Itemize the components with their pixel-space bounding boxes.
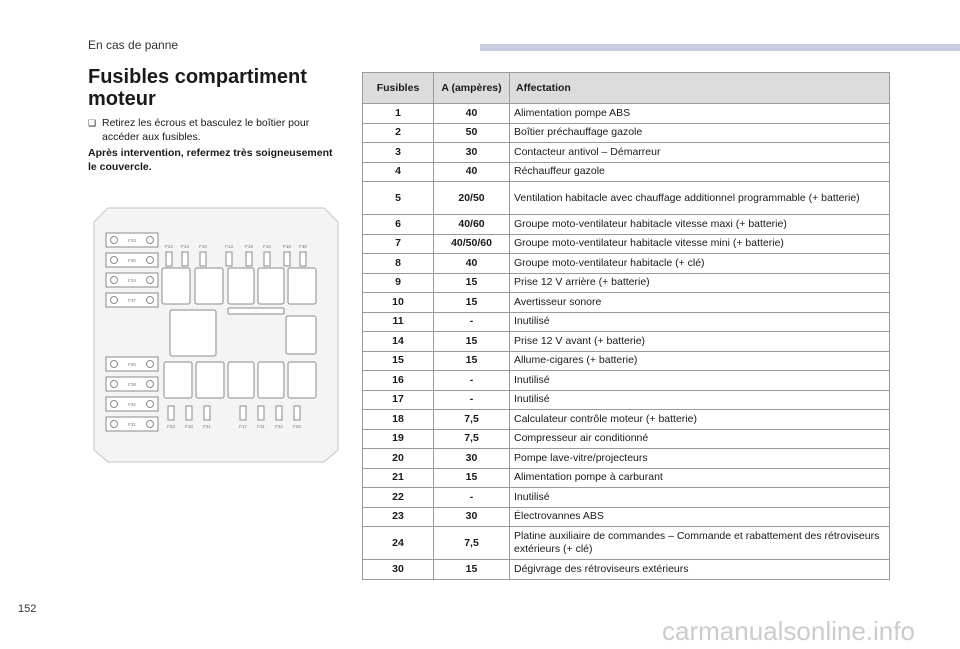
table-row [363,371,890,391]
fuse-label: F36 [128,258,136,263]
table-row [363,507,890,527]
table-row [363,293,890,313]
fuse-number-cell: 20 [363,449,434,469]
maxi-fuse [106,397,158,411]
fuse-number-cell: 5 [363,182,434,215]
table-row [363,449,890,469]
amperage-cell: 50 [434,123,510,143]
fuse-label: F21 [203,424,211,429]
maxi-fuse [106,357,158,371]
relay-block [170,310,216,356]
assignment-cell: Allume-cigares (+ batterie) [510,351,890,371]
relay-block [258,362,284,398]
table-body [363,104,890,580]
amperage-cell: 40/60 [434,215,510,235]
table-row [363,215,890,235]
fuse-number-cell: 11 [363,312,434,332]
relay-block [162,268,190,304]
table-row [363,390,890,410]
mini-fuse [186,406,192,420]
assignment-cell: Calculateur contrôle moteur (+ batterie) [510,410,890,430]
assignment-cell: Compresseur air conditionné [510,429,890,449]
mini-fuse [166,252,172,266]
assignment-cell: Dégivrage des rétroviseurs extérieurs [510,560,890,580]
fuse-number-cell: 4 [363,162,434,182]
amperage-cell: - [434,390,510,410]
fuse-label: F31 [128,422,136,427]
square-bullet-icon: ❏ [88,118,97,128]
relay-block [288,268,316,304]
fuse-number-cell: 23 [363,507,434,527]
fuse-label: F17 [239,424,247,429]
assignment-cell: Groupe moto-ventilateur habitacle (+ clé) [510,254,890,274]
assignment-cell: Boîtier préchauffage gazole [510,123,890,143]
fuse-label: F23 [167,424,175,429]
mini-fuse [204,406,210,420]
fuse-label: F20 [293,424,301,429]
table-row [363,123,890,143]
amperage-cell: 15 [434,560,510,580]
assignment-cell: Alimentation pompe ABS [510,104,890,124]
table-row [363,254,890,274]
watermark: carmanualsonline.info [662,616,915,646]
fuse-number-cell: 16 [363,371,434,391]
instruction-step-text: Retirez les écrous et basculez le boîtier pour accéder aux fusibles. [102,117,310,143]
bus-bar [228,308,284,314]
relay-block [196,362,224,398]
instruction-note: Après intervention, refermez très soigneusement le couvercle. [88,147,333,173]
instruction-step [88,116,338,144]
mini-fuse [246,252,252,266]
mini-fuse [276,406,282,420]
mini-fuse [168,406,174,420]
assignment-cell: Groupe moto-ventilateur habitacle vitesse maxi (+ batterie) [510,215,890,235]
amperage-cell: 20/50 [434,182,510,215]
assignment-cell: Électrovannes ABS [510,507,890,527]
mini-fuse [258,406,264,420]
fuse-number-cell: 6 [363,215,434,235]
amperage-cell: 15 [434,332,510,352]
amperage-cell: 30 [434,449,510,469]
fuse-label: F24 [165,244,173,249]
fuse-number-cell: 10 [363,293,434,313]
fuse-label: F11 [257,424,265,429]
assignment-cell: Inutilisé [510,371,890,391]
relay-block [195,268,223,304]
table-row [363,560,890,580]
amperage-cell: 15 [434,351,510,371]
fuse-number-cell: 19 [363,429,434,449]
fuse-label: F14 [181,244,189,249]
fuse-label: F19 [245,244,253,249]
fuse-label: F32 [128,402,136,407]
fuse-number-cell: 9 [363,273,434,293]
assignment-cell: Pompe lave-vitre/projecteurs [510,449,890,469]
fuse-label: F18 [185,424,193,429]
assignment-cell: Prise 12 V avant (+ batterie) [510,332,890,352]
amperage-cell: 15 [434,273,510,293]
fuse-assignment-table [362,72,890,580]
mini-fuse [294,406,300,420]
table-row [363,182,890,215]
amperage-cell: - [434,488,510,508]
amperage-cell: 15 [434,293,510,313]
amperage-cell: 40 [434,162,510,182]
amperage-cell: 7,5 [434,527,510,560]
table-row [363,351,890,371]
fuse-label: F16 [263,244,271,249]
fuse-label: F18 [283,244,291,249]
amperage-cell: 40/50/60 [434,234,510,254]
table-row [363,234,890,254]
relay-block [228,362,254,398]
assignment-cell: Groupe moto-ventilateur habitacle vitesse mini (+ batterie) [510,234,890,254]
relay-block [164,362,192,398]
mini-fuse [264,252,270,266]
mini-fuse [182,252,188,266]
fuse-label: F38 [128,382,136,387]
table-row [363,468,890,488]
mini-fuse [284,252,290,266]
fuse-label: F33 [128,238,136,243]
fuse-number-cell: 7 [363,234,434,254]
fuse-number-cell: 24 [363,527,434,560]
fuse-number-cell: 3 [363,143,434,163]
fuse-number-cell: 1 [363,104,434,124]
maxi-fuse [106,253,158,267]
amperage-cell: 40 [434,104,510,124]
fuse-label: F35 [128,362,136,367]
amperage-cell: 30 [434,143,510,163]
fuse-number-cell: 22 [363,488,434,508]
assignment-cell: Platine auxiliaire de commandes – Commande et rabattement des rétroviseurs extérieurs (+ clé) [510,527,890,560]
assignment-cell: Inutilisé [510,390,890,410]
relay-block [258,268,284,304]
assignment-cell: Contacteur antivol – Démarreur [510,143,890,163]
maxi-fuse [106,233,158,247]
fuse-label: F13 [225,244,233,249]
fuse-number-cell: 17 [363,390,434,410]
assignment-cell: Avertisseur sonore [510,293,890,313]
assignment-cell: Prise 12 V arrière (+ batterie) [510,273,890,293]
page-title: Fusibles compartiment moteur [88,66,307,110]
table-row [363,162,890,182]
relay-block [288,362,316,398]
amperage-cell: 7,5 [434,429,510,449]
fuse-label: F22 [275,424,283,429]
instructions [88,116,338,174]
header-bar [480,44,960,51]
table-row [363,312,890,332]
fuse-number-cell: 8 [363,254,434,274]
amperage-cell: 15 [434,468,510,488]
table-row [363,273,890,293]
fuse-box-diagram [88,204,340,466]
column-header-fuse: Fusibles [363,73,434,104]
maxi-fuse [106,273,158,287]
assignment-cell: Réchauffeur gazole [510,162,890,182]
table-row [363,429,890,449]
fuse-label: F34 [128,278,136,283]
relay-block [286,316,316,354]
fuse-number-cell: 21 [363,468,434,488]
mini-fuse [226,252,232,266]
amperage-cell: 30 [434,507,510,527]
amperage-cell: - [434,312,510,332]
fuse-number-cell: 2 [363,123,434,143]
fuse-number-cell: 30 [363,560,434,580]
amperage-cell: - [434,371,510,391]
fuse-number-cell: 14 [363,332,434,352]
table-row [363,104,890,124]
column-header-assignment: Affectation [510,73,890,104]
table-row [363,527,890,560]
table-row [363,488,890,508]
assignment-cell: Alimentation pompe à carburant [510,468,890,488]
amperage-cell: 7,5 [434,410,510,430]
assignment-cell: Inutilisé [510,488,890,508]
assignment-cell: Ventilation habitacle avec chauffage additionnel programmable (+ batterie) [510,182,890,215]
table-header-row [363,73,890,104]
section-header: En cas de panne [88,38,179,52]
table-row [363,410,890,430]
maxi-fuse [106,293,158,307]
relay-block [228,268,254,304]
fuse-number-cell: 15 [363,351,434,371]
maxi-fuse [106,417,158,431]
table-row [363,143,890,163]
column-header-amperage: A (ampères) [434,73,510,104]
fuse-label: F37 [128,298,136,303]
fuse-number-cell: 18 [363,410,434,430]
fuse-label: F30 [299,244,307,249]
table-row [363,332,890,352]
mini-fuse [300,252,306,266]
maxi-fuse [106,377,158,391]
mini-fuse [200,252,206,266]
fuse-label: F10 [199,244,207,249]
page-number: 152 [18,603,37,615]
amperage-cell: 40 [434,254,510,274]
assignment-cell: Inutilisé [510,312,890,332]
mini-fuse [240,406,246,420]
